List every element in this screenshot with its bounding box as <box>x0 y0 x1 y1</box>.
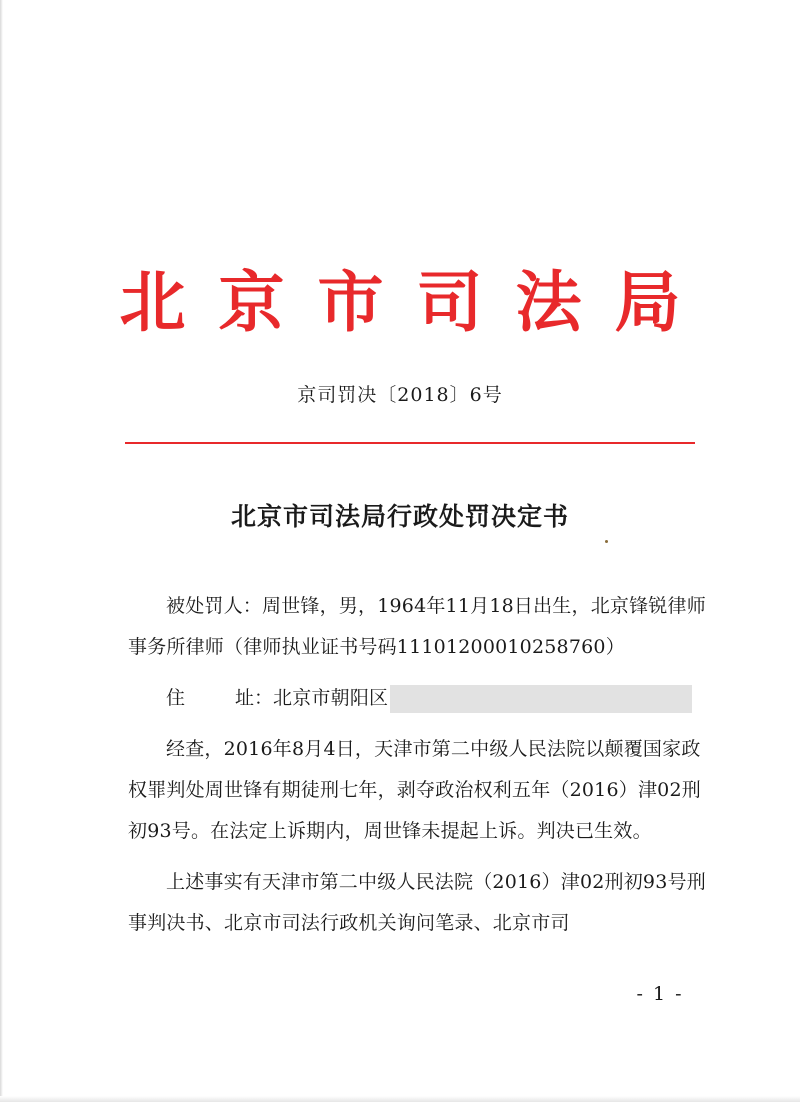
address-line <box>128 678 712 719</box>
evidence-paragraph: 上述事实有天津市第二中级人民法院（2016）津02刑初93号刑事判决书、北京市司法行政机关询问笔录、北京市司 <box>128 871 706 934</box>
penalized-party-paragraph: 被处罚人：周世锋，男，1964年11月18日出生，北京锋锐律师事务所律师（律师执业证书号码11101200010258760） <box>128 595 706 658</box>
scan-edge-left <box>0 0 3 1102</box>
address-label-first: 住 <box>166 687 186 709</box>
scan-dust-speck <box>605 540 608 543</box>
address-value: 北京市朝阳区 <box>273 687 389 709</box>
document-body <box>128 586 712 944</box>
document-number: 京司罚决〔2018〕6号 <box>297 384 503 406</box>
page-number: - 1 - <box>636 983 684 1005</box>
findings-paragraph: 经查，2016年8月4日，天津市第二中级人民法院以颠覆国家政权罪判处周世锋有期徒刑七年，剥夺政治权利五年（2016）津02刑初93号。在法定上诉期内，周世锋未提起上诉。判决已生效。 <box>128 738 701 842</box>
red-separator-line <box>125 442 695 444</box>
address-label-second: 址： <box>235 687 274 709</box>
redacted-address-block <box>390 685 692 713</box>
issuing-organization-heading: 北京市司法局 <box>119 263 714 341</box>
document-title: 北京市司法局行政处罚决定书 <box>230 502 569 531</box>
scan-edge-bottom <box>0 1096 800 1102</box>
